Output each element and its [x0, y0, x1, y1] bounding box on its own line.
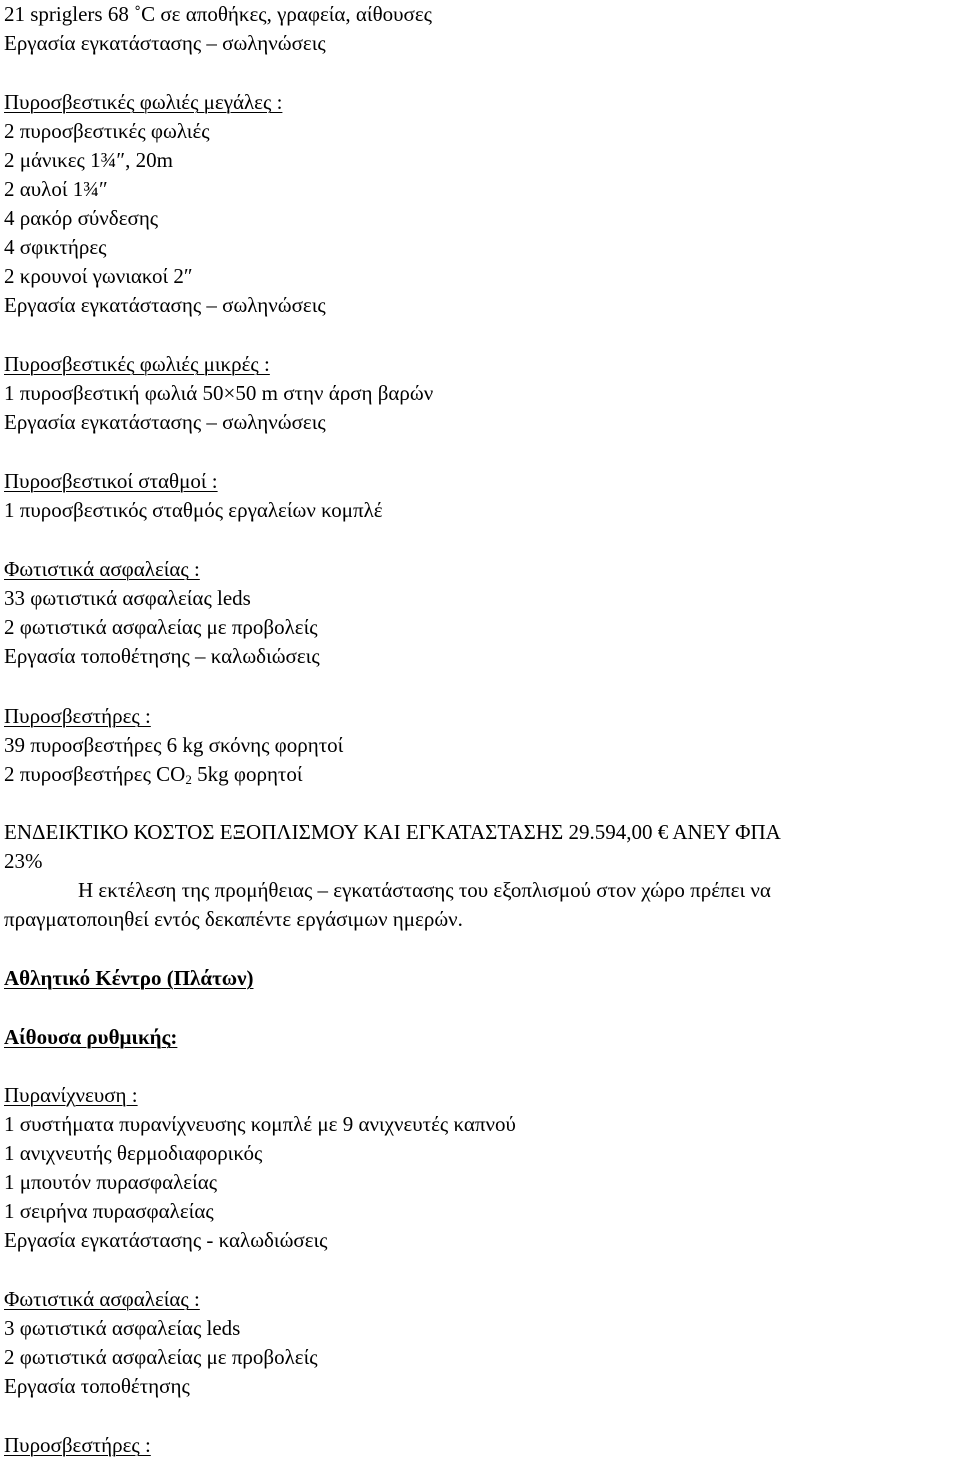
list-item: 4 σφικτήρες [4, 235, 107, 259]
co2-subscript: 2 [185, 772, 192, 787]
delivery-note: Η εκτέλεση της προμήθειας – εγκατάστασης του εξοπλισμού στον χώρο πρέπει να [78, 878, 771, 902]
section-heading-fire-stations: Πυροσβεστικοί σταθμοί : [4, 469, 218, 493]
venue-title: Αθλητικό Κέντρο (Πλάτων) [4, 966, 254, 990]
list-item: 1 συστήματα πυρανίχνευσης κομπλέ με 9 ανιχνευτές καπνού [4, 1112, 516, 1136]
text-line: Εργασία εγκατάστασης – σωληνώσεις [4, 31, 326, 55]
list-item: 39 πυροσβεστήρες 6 kg σκόνης φορητοί [4, 733, 344, 757]
list-item: 1 πυροσβεστική φωλιά 50×50 m στην άρση βαρών [4, 381, 434, 405]
co2-text-rest: 5kg φορητοί [191, 762, 303, 786]
list-item: 2 φωτιστικά ασφαλείας με προβολείς [4, 1345, 318, 1369]
list-item: 3 φωτιστικά ασφαλείας leds [4, 1316, 241, 1340]
list-item: 1 ανιχνευτής θερμοδιαφορικός [4, 1141, 263, 1165]
section-heading-emergency-lights: Φωτιστικά ασφαλείας : [4, 1287, 200, 1311]
list-item: 2 κρουνοί γωνιακοί 2″ [4, 264, 193, 288]
list-item: 2 αυλοί 1¾″ [4, 177, 108, 201]
section-heading-large-hose-reels: Πυροσβεστικές φωλιές μεγάλες : [4, 90, 283, 114]
section-heading-emergency-lights: Φωτιστικά ασφαλείας : [4, 557, 200, 581]
sprinklers-line: 21 spriglers 68 ˚C σε αποθήκες, γραφεία, αίθουσες [4, 2, 432, 26]
section-heading-small-hose-reels: Πυροσβεστικές φωλιές μικρές : [4, 352, 270, 376]
section-heading-fire-detection: Πυρανίχνευση : [4, 1083, 138, 1107]
list-item-co2 [4, 760, 303, 788]
list-item: 2 πυροσβεστικές φωλιές [4, 119, 210, 143]
list-item: 2 μάνικες 1¾″, 20m [4, 148, 173, 172]
list-item: Εργασία τοποθέτησης [4, 1374, 190, 1398]
room-title: Αίθουσα ρυθμικής: [4, 1025, 178, 1049]
cost-line-vat: 23% [4, 849, 43, 873]
list-item: 1 μπουτόν πυρασφαλείας [4, 1170, 218, 1194]
list-item: 1 πυροσβεστικός σταθμός εργαλείων κομπλέ [4, 498, 383, 522]
cost-line: ΕΝΔΕΙΚΤΙΚΟ ΚΟΣΤΟΣ ΕΞΟΠΛΙΣΜΟΥ ΚΑΙ ΕΓΚΑΤΑΣΤΑΣΗΣ 29.594,00 € ΑΝΕΥ ΦΠΑ [4, 820, 781, 844]
delivery-note-cont: πραγματοποιηθεί εντός δεκαπέντε εργάσιμων ημερών. [4, 907, 463, 931]
list-item: Εργασία εγκατάστασης – σωληνώσεις [4, 293, 326, 317]
section-heading-extinguishers: Πυροσβεστήρες : [4, 704, 151, 728]
list-item: 1 σειρήνα πυρασφαλείας [4, 1199, 214, 1223]
section-heading-extinguishers: Πυροσβεστήρες : [4, 1433, 151, 1457]
list-item: Εργασία εγκατάστασης - καλωδιώσεις [4, 1228, 328, 1252]
list-item: 33 φωτιστικά ασφαλείας leds [4, 586, 251, 610]
list-item: Εργασία τοποθέτησης – καλωδιώσεις [4, 644, 320, 668]
list-item: 2 φωτιστικά ασφαλείας με προβολείς [4, 615, 318, 639]
list-item: 4 ρακόρ σύνδεσης [4, 206, 159, 230]
list-item: Εργασία εγκατάστασης – σωληνώσεις [4, 410, 326, 434]
co2-text: 2 πυροσβεστήρες CO [4, 762, 186, 786]
